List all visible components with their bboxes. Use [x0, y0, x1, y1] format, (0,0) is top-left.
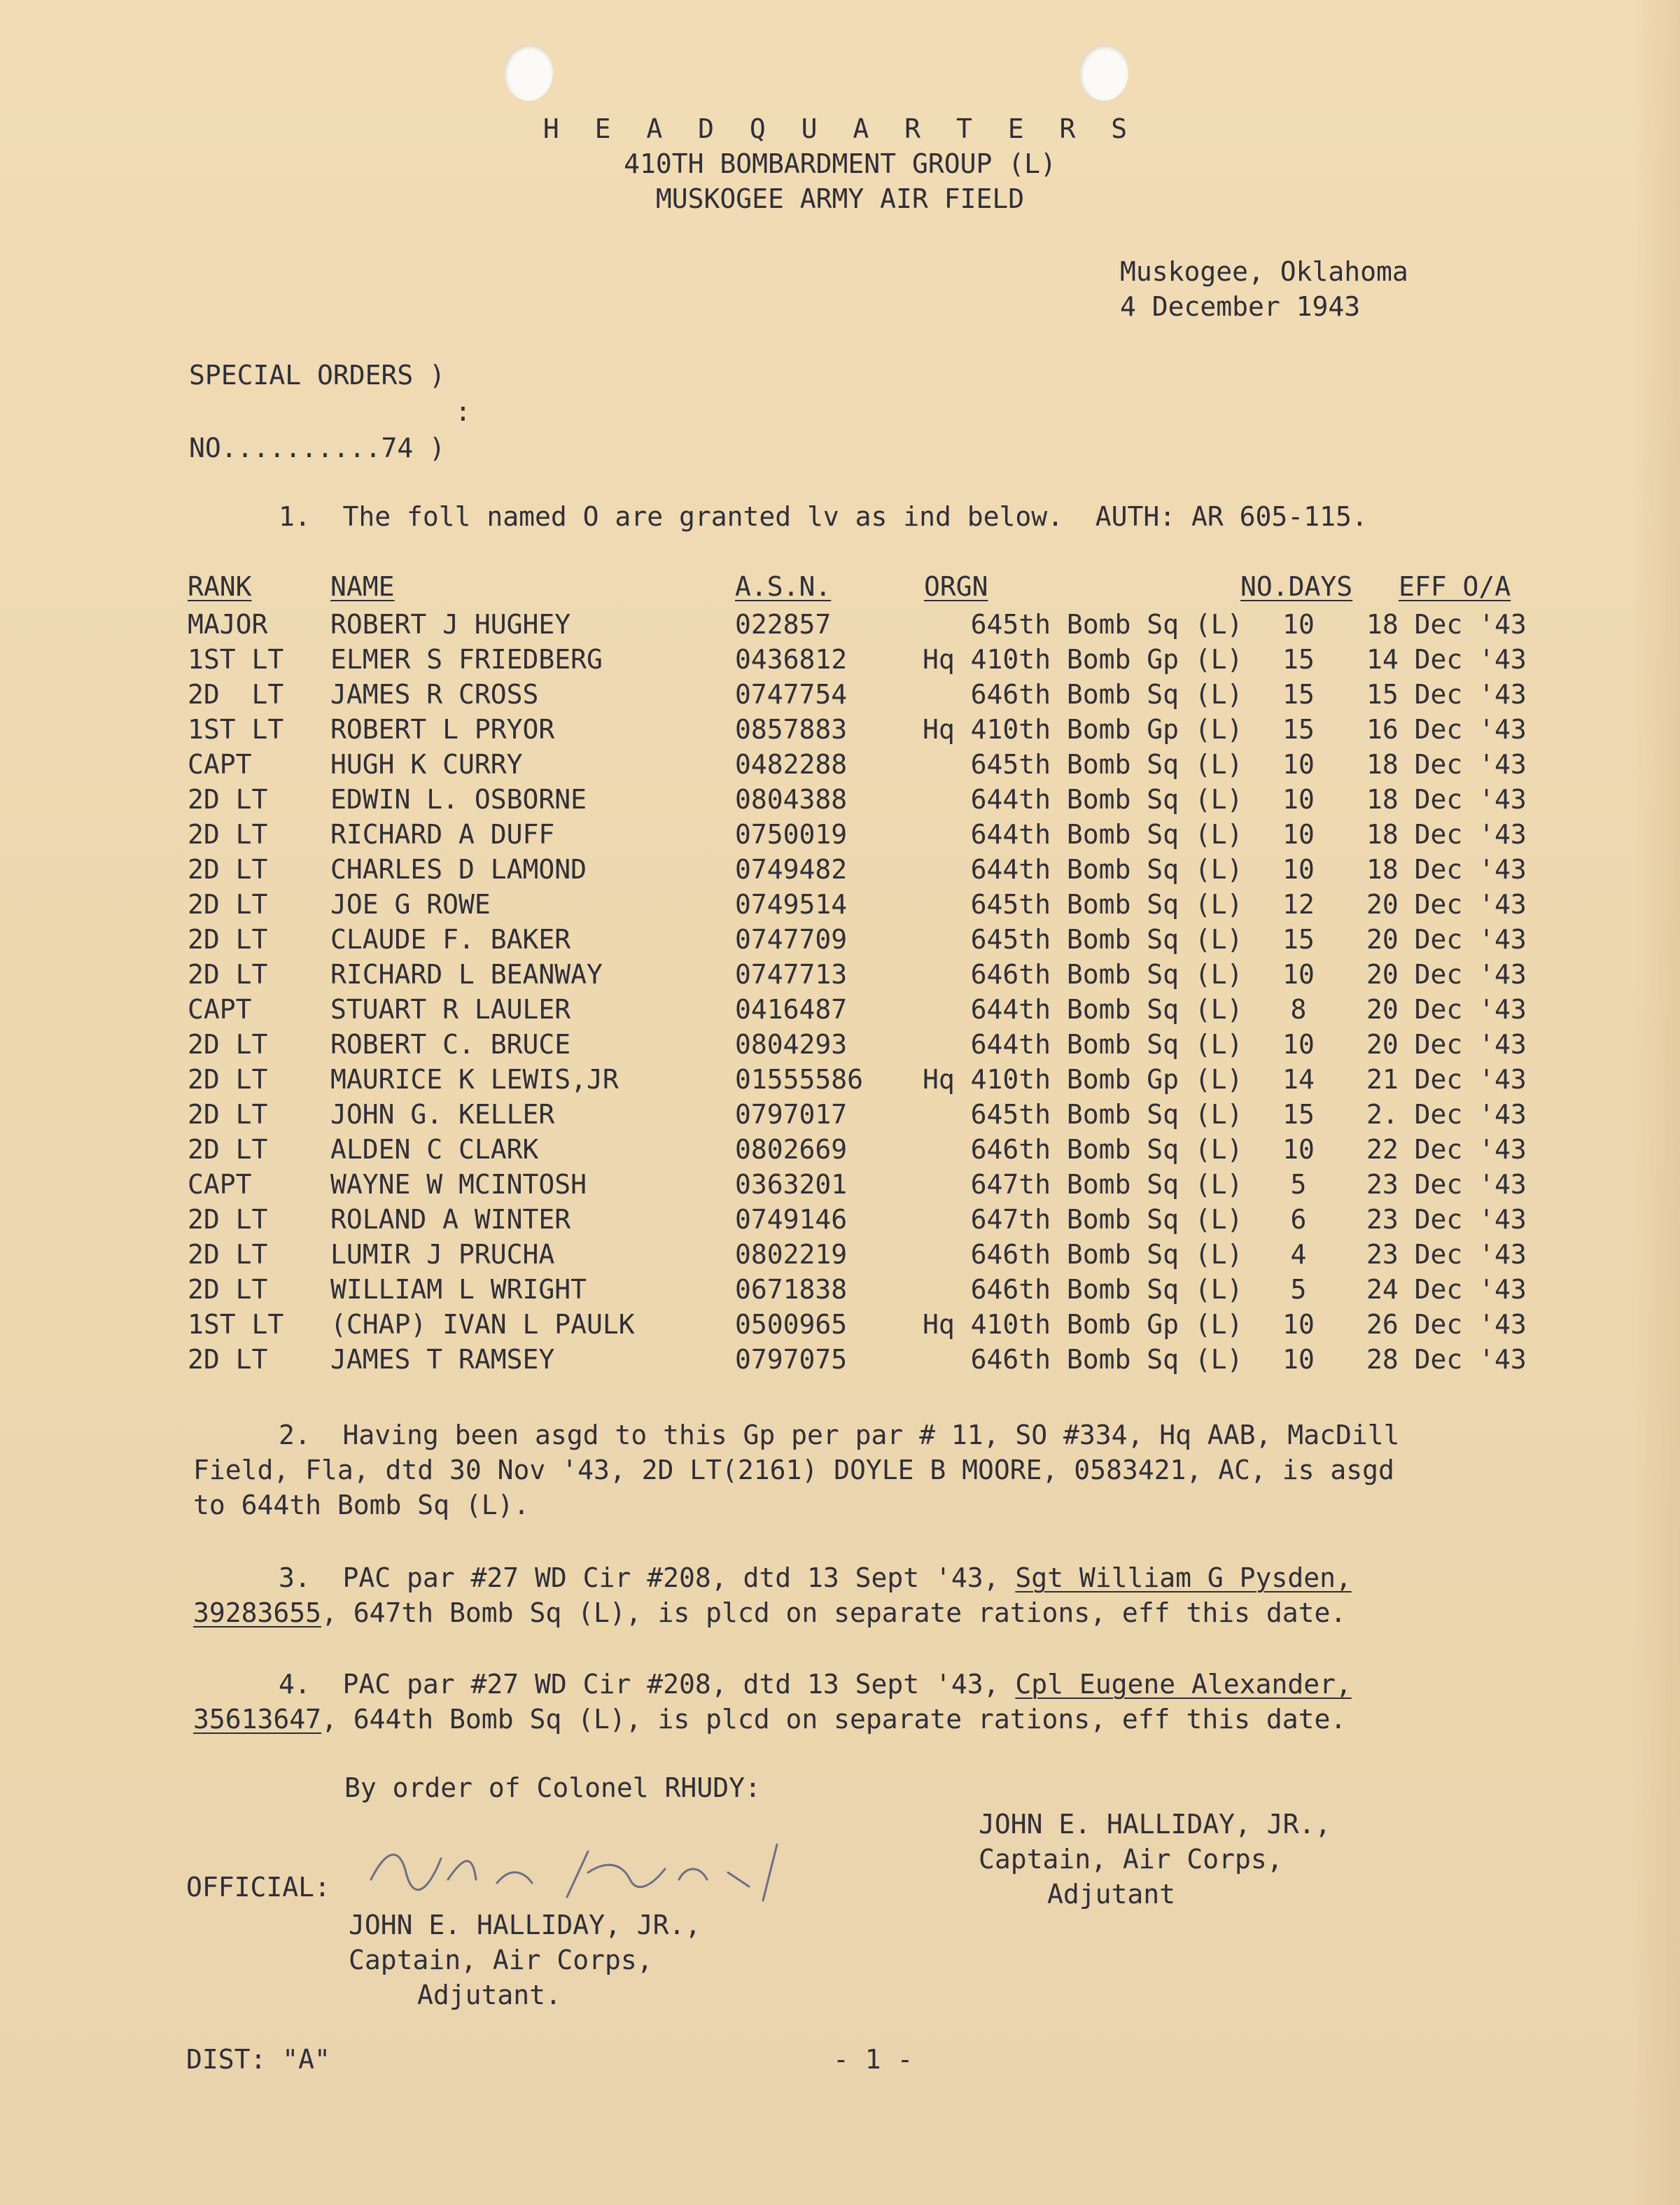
cell-eff: 20 Dec '43 [1366, 959, 1527, 990]
cell-days: 10 [1282, 1134, 1315, 1165]
cell-asn: 0671838 [735, 1274, 848, 1305]
cell-orgn: 646th Bomb Sq (L) [923, 1239, 1243, 1270]
cell-eff: 20 Dec '43 [1366, 1029, 1527, 1060]
paragraph-2-line-3: to 644th Bomb Sq (L). [193, 1490, 530, 1520]
cell-asn: 0436812 [735, 644, 848, 675]
punch-hole-left [504, 45, 553, 101]
cell-orgn: 647th Bomb Sq (L) [923, 1169, 1243, 1200]
cell-eff: 23 Dec '43 [1366, 1169, 1527, 1200]
cell-rank: 1ST LT [188, 1309, 284, 1340]
cell-rank: 2D LT [188, 1064, 268, 1095]
cell-asn: 0749482 [735, 854, 848, 885]
cell-days: 14 [1282, 1064, 1315, 1095]
header-airfield: MUSKOGEE ARMY AIR FIELD [655, 183, 1025, 214]
cell-days: 15 [1282, 1099, 1315, 1130]
table-row [0, 854, 1680, 885]
cell-days: 10 [1282, 819, 1315, 850]
cell-name: HUGH K CURRY [330, 749, 523, 780]
column-header-name: NAME [330, 571, 395, 602]
cell-rank: 2D LT [188, 784, 268, 815]
cell-rank: 2D LT [188, 679, 284, 710]
cell-name: ROBERT J HUGHEY [330, 609, 571, 640]
by-order-line: By order of Colonel RHUDY: [344, 1772, 761, 1803]
special-orders-label: SPECIAL ORDERS ) [189, 360, 446, 391]
cell-asn: 0747709 [735, 924, 848, 955]
cell-orgn: 645th Bomb Sq (L) [923, 609, 1243, 640]
paragraph-4-line-2 [193, 1704, 1346, 1735]
table-row [0, 959, 1680, 990]
cell-eff: 23 Dec '43 [1366, 1204, 1527, 1235]
special-orders-colon: : [455, 396, 471, 427]
official-rank: Captain, Air Corps, [349, 1945, 653, 1975]
paragraph-3-line-2 [193, 1597, 1346, 1628]
paragraph-4-text-2: , 644th Bomb Sq (L), is plcd on separate rations, eff this date. [321, 1704, 1347, 1735]
cell-name: EDWIN L. OSBORNE [330, 784, 587, 815]
cell-eff: 18 Dec '43 [1366, 819, 1527, 850]
column-header-asn: A.S.N. [735, 571, 832, 602]
paragraph-4-line-1 [279, 1669, 1352, 1700]
cell-asn: 0747713 [735, 959, 848, 990]
cell-asn: 0750019 [735, 819, 848, 850]
cell-orgn: 645th Bomb Sq (L) [923, 749, 1243, 780]
cell-eff: 20 Dec '43 [1366, 889, 1527, 920]
cell-orgn: 644th Bomb Sq (L) [923, 819, 1243, 850]
cell-rank: 2D LT [188, 1029, 268, 1060]
cell-days: 10 [1282, 854, 1315, 885]
cell-name: ROBERT L PRYOR [330, 714, 555, 745]
cell-rank: CAPT [188, 1169, 252, 1200]
cell-name: RICHARD A DUFF [330, 819, 555, 850]
cell-orgn: 646th Bomb Sq (L) [923, 679, 1243, 710]
cell-eff: 21 Dec '43 [1366, 1064, 1527, 1095]
cell-days: 10 [1282, 1309, 1315, 1340]
cell-eff: 23 Dec '43 [1366, 1239, 1527, 1270]
cell-rank: 2D LT [188, 1099, 268, 1130]
cell-name: JAMES R CROSS [330, 679, 539, 710]
cell-eff: 18 Dec '43 [1366, 784, 1527, 815]
cell-days: 10 [1282, 784, 1315, 815]
cell-orgn: 645th Bomb Sq (L) [923, 889, 1243, 920]
table-row [0, 819, 1680, 850]
table-row [0, 1099, 1680, 1130]
paragraph-2-line-1: 2. Having been asgd to this Gp per par # 11, SO #334, Hq AAB, MacDill [279, 1420, 1400, 1450]
column-header-rank: RANK [188, 571, 252, 602]
cell-orgn: 646th Bomb Sq (L) [923, 1134, 1243, 1165]
table-row [0, 1204, 1680, 1235]
cell-name: ROBERT C. BRUCE [330, 1029, 571, 1060]
cell-orgn: Hq 410th Bomb Gp (L) [923, 1309, 1243, 1340]
table-row [0, 609, 1680, 640]
cell-eff: 18 Dec '43 [1366, 854, 1527, 885]
cell-days: 10 [1282, 749, 1315, 780]
paragraph-3-text: 3. PAC par #27 WD Cir #208, dtd 13 Sept '43, [279, 1562, 1016, 1593]
official-label: OFFICIAL: [186, 1872, 330, 1903]
table-row [0, 994, 1680, 1025]
cell-orgn: 644th Bomb Sq (L) [923, 994, 1243, 1025]
paragraph-3-line-1 [279, 1562, 1352, 1593]
cell-days: 5 [1290, 1274, 1307, 1305]
table-row [0, 1344, 1680, 1375]
cell-orgn: 645th Bomb Sq (L) [923, 924, 1243, 955]
cell-asn: 0749514 [735, 889, 848, 920]
header-group: 410TH BOMBARDMENT GROUP (L) [624, 148, 1056, 179]
cell-asn: 0363201 [735, 1169, 848, 1200]
paragraph-2-line-2: Field, Fla, dtd 30 Nov '43, 2D LT(2161) DOYLE B MOORE, 0583421, AC, is asgd [193, 1455, 1394, 1485]
cell-eff: 22 Dec '43 [1366, 1134, 1527, 1165]
cell-rank: 1ST LT [188, 714, 284, 745]
cell-rank: 1ST LT [188, 644, 284, 675]
column-header-eff: EFF O/A [1399, 571, 1511, 602]
paragraph-3-serial: 39283655 [193, 1597, 322, 1628]
cell-name: MAURICE K LEWIS,JR [330, 1064, 619, 1095]
cell-rank: CAPT [188, 749, 252, 780]
cell-rank: 2D LT [188, 1204, 268, 1235]
cell-eff: 28 Dec '43 [1366, 1344, 1527, 1375]
distribution: DIST: "A" [186, 2044, 330, 2075]
cell-asn: 0797017 [735, 1099, 848, 1130]
cell-name: RICHARD L BEANWAY [330, 959, 603, 990]
table-row [0, 1239, 1680, 1270]
table-row [0, 1064, 1680, 1095]
cell-asn: 0500965 [735, 1309, 848, 1340]
paragraph-3-person: Sgt William G Pysden, [1015, 1562, 1352, 1593]
cell-name: WILLIAM L WRIGHT [330, 1274, 587, 1305]
table-row [0, 1134, 1680, 1165]
cell-eff: 20 Dec '43 [1366, 924, 1527, 955]
cell-name: CHARLES D LAMOND [330, 854, 587, 885]
cell-eff: 24 Dec '43 [1366, 1274, 1527, 1305]
cell-eff: 18 Dec '43 [1366, 749, 1527, 780]
punch-hole-right [1079, 45, 1128, 101]
cell-days: 6 [1290, 1204, 1307, 1235]
cell-eff: 16 Dec '43 [1366, 714, 1527, 745]
cell-days: 4 [1290, 1239, 1307, 1270]
table-row [0, 889, 1680, 920]
cell-orgn: Hq 410th Bomb Gp (L) [923, 1064, 1243, 1095]
paragraph-1: 1. The foll named O are granted lv as ind below. AUTH: AR 605-115. [279, 501, 1368, 532]
cell-eff: 15 Dec '43 [1366, 679, 1527, 710]
cell-rank: CAPT [188, 994, 252, 1025]
cell-eff: 2. Dec '43 [1366, 1099, 1527, 1130]
table-row [0, 714, 1680, 745]
signature-block-title: Adjutant [1047, 1879, 1176, 1910]
cell-rank: 2D LT [188, 1274, 268, 1305]
cell-days: 15 [1282, 924, 1315, 955]
paragraph-3-text-2: , 647th Bomb Sq (L), is plcd on separate rations, eff this date. [321, 1597, 1347, 1628]
official-title: Adjutant. [417, 1980, 561, 2010]
cell-name: CLAUDE F. BAKER [330, 924, 571, 955]
cell-asn: 01555586 [735, 1064, 864, 1095]
cell-days: 12 [1282, 889, 1315, 920]
table-row [0, 784, 1680, 815]
table-row [0, 679, 1680, 710]
paragraph-4-text: 4. PAC par #27 WD Cir #208, dtd 13 Sept '43, [279, 1669, 1016, 1700]
cell-name: JAMES T RAMSEY [330, 1344, 555, 1375]
cell-name: JOE G ROWE [330, 889, 491, 920]
cell-days: 8 [1290, 994, 1307, 1025]
cell-asn: 0857883 [735, 714, 848, 745]
cell-asn: 0482288 [735, 749, 848, 780]
cell-orgn: 644th Bomb Sq (L) [923, 784, 1243, 815]
cell-days: 10 [1282, 609, 1315, 640]
cell-name: ALDEN C CLARK [330, 1134, 539, 1165]
cell-asn: 0804293 [735, 1029, 848, 1060]
cell-rank: 2D LT [188, 1134, 268, 1165]
table-row [0, 924, 1680, 955]
document-date: 4 December 1943 [1120, 291, 1361, 322]
column-header-days: NO.DAYS [1240, 571, 1353, 602]
cell-name: JOHN G. KELLER [330, 1099, 555, 1130]
cell-days: 15 [1282, 644, 1315, 675]
cell-days: 10 [1282, 959, 1315, 990]
cell-orgn: Hq 410th Bomb Gp (L) [923, 644, 1243, 675]
table-row [0, 1274, 1680, 1305]
cell-days: 10 [1282, 1344, 1315, 1375]
cell-asn: 0802219 [735, 1239, 848, 1270]
cell-name: STUART R LAULER [330, 994, 571, 1025]
cell-orgn: Hq 410th Bomb Gp (L) [923, 714, 1243, 745]
cell-days: 10 [1282, 1029, 1315, 1060]
cell-rank: 2D LT [188, 889, 268, 920]
cell-eff: 14 Dec '43 [1366, 644, 1527, 675]
page-number: - 1 - [833, 2044, 913, 2075]
cell-name: ELMER S FRIEDBERG [330, 644, 603, 675]
cell-orgn: 647th Bomb Sq (L) [923, 1204, 1243, 1235]
cell-asn: 0804388 [735, 784, 848, 815]
table-row [0, 1029, 1680, 1060]
cell-days: 15 [1282, 679, 1315, 710]
header-headquarters: H E A D Q U A R T E R S [542, 113, 1138, 144]
cell-name: LUMIR J PRUCHA [330, 1239, 555, 1270]
cell-asn: 0416487 [735, 994, 848, 1025]
table-row [0, 1169, 1680, 1200]
cell-asn: 0797075 [735, 1344, 848, 1375]
cell-name: WAYNE W MCINTOSH [330, 1169, 587, 1200]
cell-asn: 022857 [735, 609, 832, 640]
cell-days: 15 [1282, 714, 1315, 745]
handwritten-signature [357, 1830, 833, 1907]
paragraph-4-serial: 35613647 [193, 1704, 322, 1735]
cell-rank: 2D LT [188, 924, 268, 955]
cell-eff: 26 Dec '43 [1366, 1309, 1527, 1340]
cell-orgn: 646th Bomb Sq (L) [923, 1344, 1243, 1375]
table-row [0, 749, 1680, 780]
cell-orgn: 645th Bomb Sq (L) [923, 1099, 1243, 1130]
cell-orgn: 644th Bomb Sq (L) [923, 854, 1243, 885]
table-row [0, 644, 1680, 675]
cell-rank: 2D LT [188, 854, 268, 885]
cell-rank: 2D LT [188, 819, 268, 850]
cell-orgn: 644th Bomb Sq (L) [923, 1029, 1243, 1060]
cell-asn: 0747754 [735, 679, 848, 710]
signature-block-rank: Captain, Air Corps, [979, 1844, 1283, 1875]
table-row [0, 1309, 1680, 1340]
cell-orgn: 646th Bomb Sq (L) [923, 959, 1243, 990]
cell-rank: 2D LT [188, 1344, 268, 1375]
table-header [0, 571, 1680, 602]
signature-block-name: JOHN E. HALLIDAY, JR., [979, 1809, 1331, 1840]
cell-asn: 0749146 [735, 1204, 848, 1235]
cell-days: 5 [1290, 1169, 1307, 1200]
place: Muskogee, Oklahoma [1120, 256, 1408, 287]
special-orders-number: NO..........74 ) [189, 433, 446, 463]
cell-orgn: 646th Bomb Sq (L) [923, 1274, 1243, 1305]
cell-rank: 2D LT [188, 959, 268, 990]
cell-rank: MAJOR [188, 609, 268, 640]
paragraph-4-person: Cpl Eugene Alexander, [1015, 1669, 1352, 1700]
cell-asn: 0802669 [735, 1134, 848, 1165]
official-name: JOHN E. HALLIDAY, JR., [349, 1910, 701, 1940]
cell-eff: 20 Dec '43 [1366, 994, 1527, 1025]
cell-name: (CHAP) IVAN L PAULK [330, 1309, 635, 1340]
cell-eff: 18 Dec '43 [1366, 609, 1527, 640]
cell-name: ROLAND A WINTER [330, 1204, 571, 1235]
column-header-orgn: ORGN [924, 571, 988, 602]
cell-rank: 2D LT [188, 1239, 268, 1270]
